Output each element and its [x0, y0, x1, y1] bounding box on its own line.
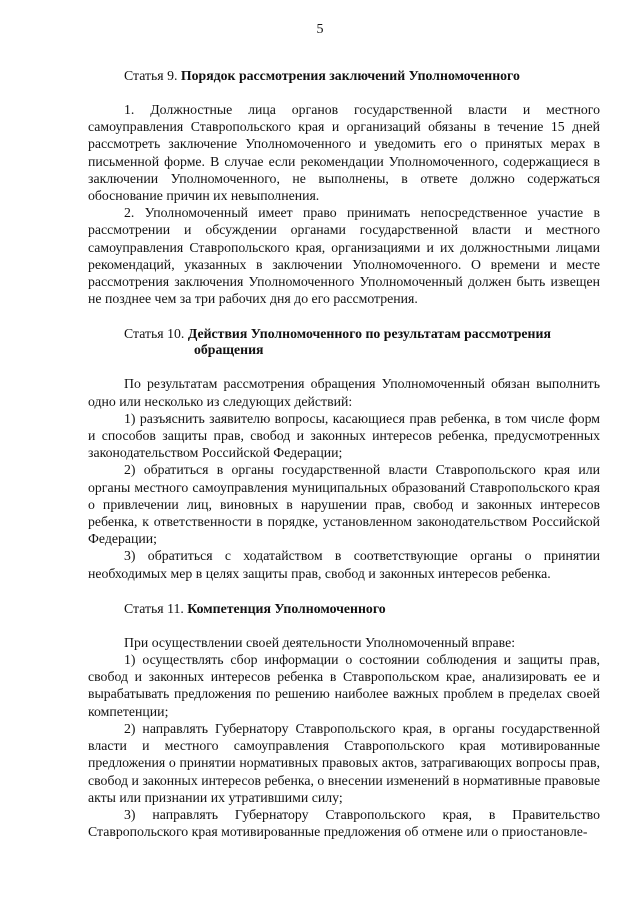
list-item: 2) обратиться в органы государственной власти Ставропольского края или органы местного самоуправления муниципальных образований Ставропольского края о привлечении лиц, виновных в нарушении прав, свобод и законных интересов ребенка, к ответственности в порядке, установленном законодательством Российской Федерации; — [88, 462, 600, 547]
article-9 — [88, 68, 600, 307]
article-number: Статья 11. — [124, 600, 184, 616]
document-body — [88, 68, 600, 840]
paragraph: При осуществлении своей деятельности Уполномоченный вправе: — [124, 634, 516, 650]
article-title: Порядок рассмотрения заключений Уполномоченного — [180, 68, 520, 83]
list-item: 3) обратиться с ходатайством в соответствующие органы о принятии необходимых мер в целях защиты прав, свобод и законных интересов ребенка. — [88, 548, 600, 581]
paragraph: 1. Должностные лица органов государственной власти и местного самоуправления Ставропольского края и организаций обязаны в течение 15 дней рассмотреть заключение Уполномоченного и уведомить его о принятых мерах в письменной форме. В случае если рекомендации Уполномоченного, содержащиеся в заключении Уполномоченного, не выполнены, в ответе должно содержаться обоснование причин их невыполнения. — [88, 102, 600, 204]
list-item: 3) направлять Губернатору Ставропольского края, в Правительство Ставропольского края мотивированные предложения об отмене или о приостановле- — [88, 806, 600, 840]
list-item: 1) разъяснить заявителю вопросы, касающиеся прав ребенка, в том числе форм и способов защиты прав, свобод и законных интересов ребенка, предусмотренных законодательством Российской Федерации; — [88, 410, 600, 461]
paragraph: По результатам рассмотрения обращения Уполномоченный обязан выполнить одно или несколько из следующих действий: — [88, 376, 600, 409]
page-number: 5 — [316, 22, 324, 37]
list-item: 1) осуществлять сбор информации о состоянии соблюдения и защиты прав, свобод и законных интересов ребенка в Ставропольском крае, анализировать ее и вырабатывать предложения по решению наиболее важных проблем в пределах своей компетенции; — [88, 652, 600, 719]
article-heading — [88, 68, 600, 84]
list-item: 2) направлять Губернатору Ставропольского края, в органы государственной власти и местного самоуправления Ставропольского края мотивированные предложения о принятии нормативных правовых актов, затрагивающих вопросы прав, свобод и законных интересов ребенка, о внесении изменений в нормативные правовые акты или признании их утратившими силу; — [88, 720, 600, 805]
article-title-continuation: обращения — [194, 342, 264, 358]
article-11 — [88, 601, 600, 840]
article-heading — [88, 601, 600, 617]
article-number: Статья 10. — [124, 326, 185, 342]
article-number: Статья 9. — [124, 68, 178, 83]
article-title: Действия Уполномоченного по результатам рассмотрения — [187, 326, 551, 342]
article-title: Компетенция Уполномоченного — [187, 600, 386, 616]
article-10 — [88, 326, 600, 581]
article-heading — [88, 326, 600, 358]
paragraph: 2. Уполномоченный имеет право принимать непосредственное участие в рассмотрении и обсуждении органами государственной власти и местного самоуправления Ставропольского края, организациями и их должностными лицами рекомендаций, указанных в заключении Уполномоченного. О времени и месте рассмотрения заключения Уполномоченного Уполномоченный должен быть извещен не позднее чем за три рабочих дня до его рассмотрения. — [88, 205, 600, 307]
